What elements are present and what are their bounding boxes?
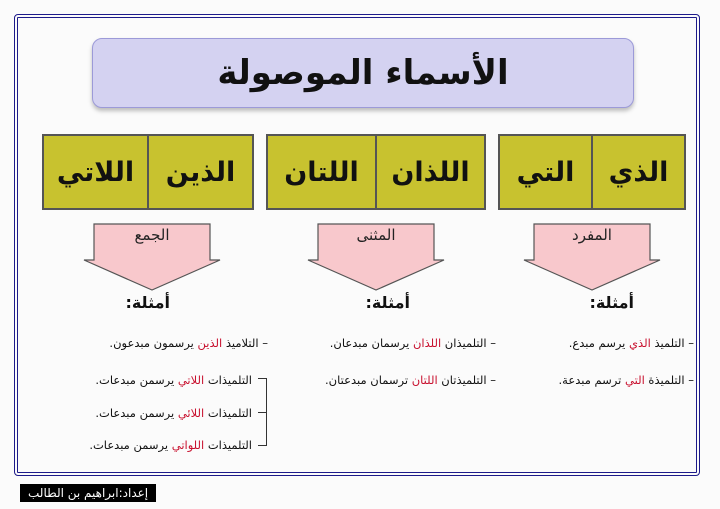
pronoun-cell: اللذان (375, 136, 484, 208)
pronoun-cell: الذين (147, 136, 252, 208)
title-box (92, 38, 634, 108)
dual-arrow (306, 222, 446, 292)
example-sentence: – التلميذة التي ترسم مبدعة. (558, 373, 694, 387)
examples-heading: أمثلة: (125, 293, 170, 312)
examples-heading: أمثلة: (365, 293, 410, 312)
singular-group (498, 134, 686, 210)
category-label: المثنى (356, 226, 396, 244)
example-sentence: – التلميذتان اللتان ترسمان مبدعتان. (325, 373, 496, 387)
pronoun-cell: الذي (591, 136, 684, 208)
example-sentence: – التلميذان اللذان يرسمان مبدعان. (329, 336, 496, 350)
pronoun-cell: التي (500, 136, 591, 208)
category-label: الجمع (134, 226, 170, 244)
page-title: الأسماء الموصولة (217, 53, 509, 93)
example-sentence: – التلميذ الذي يرسم مبدع. (568, 336, 694, 350)
example-sentence: التلميذات اللاتي يرسمن مبدعات. (95, 373, 252, 387)
example-sentence: – التلاميذ الذين يرسمون مبدعون. (109, 336, 268, 350)
pronoun-cell: اللتان (268, 136, 375, 208)
category-label: المفرد (572, 226, 612, 244)
bracket-line (258, 412, 266, 413)
example-sentence: التلميذات اللائي يرسمن مبدعات. (95, 406, 252, 420)
pronoun-cell: اللاتي (44, 136, 147, 208)
plural-arrow (82, 222, 222, 292)
example-sentence: التلميذات اللواتي يرسمن مبدعات. (89, 438, 252, 452)
dual-group (266, 134, 486, 210)
plural-group (42, 134, 254, 210)
singular-arrow (522, 222, 662, 292)
credit-label: إعداد:ابراهيم بن الطالب (20, 484, 156, 502)
examples-heading: أمثلة: (589, 293, 634, 312)
